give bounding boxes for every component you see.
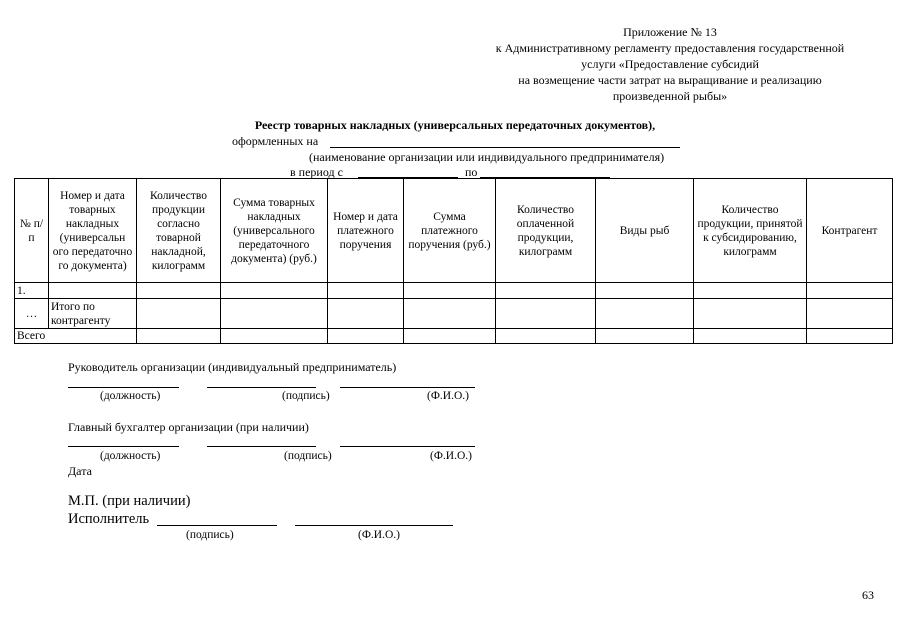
issued-for-label: оформленных на <box>232 134 319 148</box>
header-fish-species: Виды рыб <box>596 179 694 283</box>
header-num: № п/п <box>15 179 49 283</box>
counterparty-subtotal-label: Итого по контрагенту <box>49 299 137 329</box>
header-invoice: Номер и дата товарных накладных (универсальн ого передаточно го документа) <box>49 179 137 283</box>
header-payment-order: Номер и дата платежного поручения <box>328 179 404 283</box>
head-title: Руководитель организации (индивидуальный предприниматель) <box>68 360 397 374</box>
period-to-label: по <box>465 165 478 179</box>
row-number: … <box>15 299 49 329</box>
header-payment-sum: Сумма платежного поручения (руб.) <box>404 179 496 283</box>
fio-caption: (Ф.И.О.) <box>358 529 400 541</box>
signature-line <box>68 446 179 447</box>
appendix-header <box>455 24 885 104</box>
org-caption: (наименование организации или индивидуального предпринимателя) <box>309 150 665 164</box>
header-paid-qty: Количество оплаченной продукции, килограмм <box>496 179 596 283</box>
signature-caption: (подпись) <box>284 450 332 462</box>
document-title: Реестр товарных накладных (универсальных передаточных документов), <box>254 118 656 132</box>
table-header-row <box>15 179 893 283</box>
position-caption: (должность) <box>100 450 161 462</box>
signature-line <box>340 387 475 388</box>
position-caption: (должность) <box>100 390 161 402</box>
signature-line <box>207 446 316 447</box>
fio-caption: (Ф.И.О.) <box>430 450 472 462</box>
header-subsidized-qty: Количество продукции, принятой к субсидированию, килограмм <box>694 179 807 283</box>
signature-line <box>157 525 277 526</box>
appendix-line: к Административному регламенту предоставления государственной <box>495 41 845 55</box>
header-invoice-sum: Сумма товарных накладных (универсального передаточного документа) (руб.) <box>221 179 328 283</box>
signature-line <box>68 387 179 388</box>
table-total-row <box>15 329 893 344</box>
signature-line <box>295 525 453 526</box>
appendix-line: на возмещение части затрат на выращивание и реализацию <box>518 73 822 87</box>
table-row <box>15 299 893 329</box>
stamp-label: М.П. (при наличии) <box>68 493 191 509</box>
signature-line <box>207 387 316 388</box>
appendix-line: произведенной рыбы» <box>612 89 728 103</box>
fio-caption: (Ф.И.О.) <box>427 390 469 402</box>
date-label: Дата <box>68 464 92 478</box>
executor-label: Исполнитель <box>68 511 150 527</box>
row-number: 1. <box>15 283 49 299</box>
appendix-line: Приложение № 13 <box>623 25 717 39</box>
table-row <box>15 283 893 299</box>
org-name-line <box>330 147 680 148</box>
header-counterparty: Контрагент <box>807 179 893 283</box>
accountant-title: Главный бухгалтер организации (при наличии) <box>68 420 309 434</box>
total-label: Всего <box>15 329 137 344</box>
register-table <box>14 178 893 344</box>
signature-caption: (подпись) <box>282 390 330 402</box>
signature-line <box>340 446 475 447</box>
signature-caption: (подпись) <box>186 529 234 541</box>
header-invoice-qty: Количество продукции согласно товарной накладной, килограмм <box>137 179 221 283</box>
period-from-label: в период с <box>290 165 343 179</box>
page-number: 63 <box>862 588 874 602</box>
appendix-line: услуги «Предоставление субсидий <box>581 57 759 71</box>
